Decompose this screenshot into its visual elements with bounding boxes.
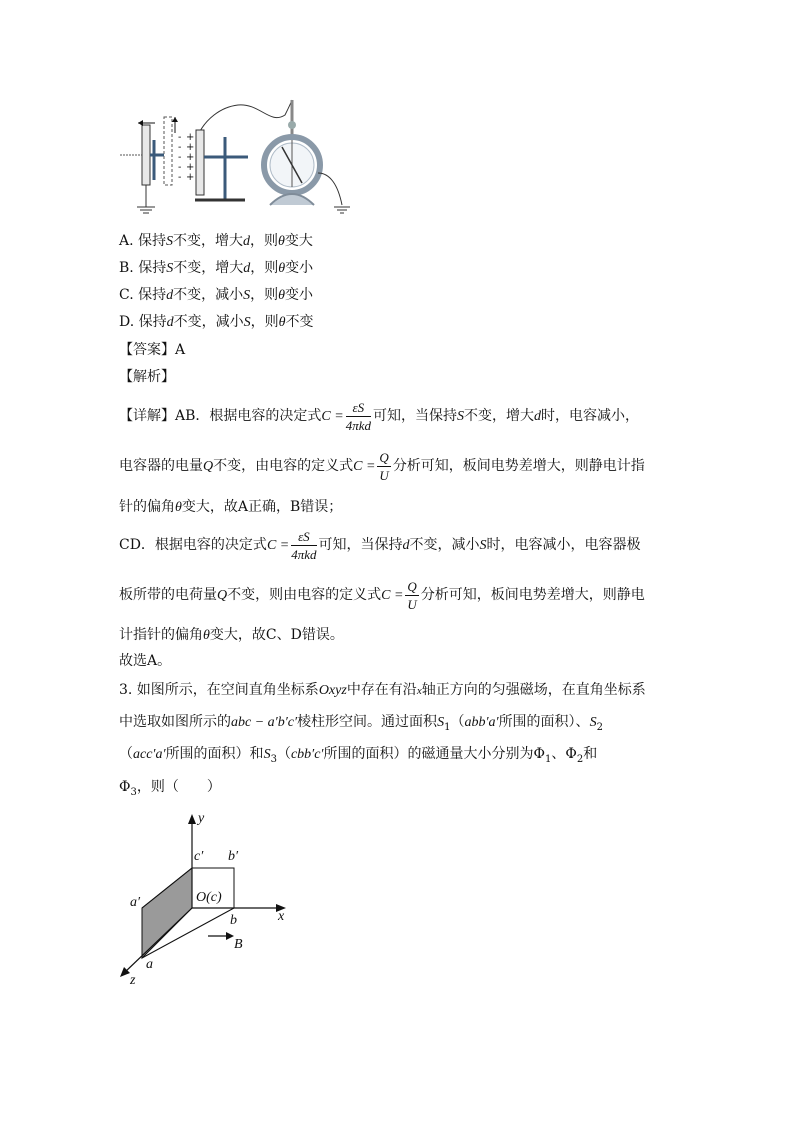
electroscope — [264, 100, 320, 205]
label-x: x — [278, 909, 285, 924]
detail-line-4: CD．根据电容的决定式C = $\frac{\varepsilon S}{\text{4πkd}}$ 可知，当保持d不变，减小S时，电容减小，电容器极 — [119, 528, 641, 562]
label-c-prime: c′ — [194, 849, 204, 864]
svg-text:+: + — [186, 142, 195, 153]
answer-line: 【答案】A — [119, 342, 186, 358]
detail-line-6: 计指针的偏角θ变大，故C、D错误。 — [119, 627, 344, 643]
label-z: z — [130, 973, 136, 988]
svg-text:-: - — [178, 132, 182, 143]
svg-text:+: + — [186, 162, 195, 173]
q3-line-4: $\Phi_3$，则（ ） — [119, 779, 221, 798]
capacitor-electroscope-figure — [120, 95, 360, 220]
definition-formula: $\frac{Q}{U}$ — [379, 449, 389, 483]
minus-signs — [178, 132, 181, 183]
detail-line-2: 电容器的电量Q不变，由电容的定义式C = $\frac{Q}{U}$ 分析可知，板间电势差增大，则静电计指 — [119, 449, 645, 483]
label-B: B — [234, 937, 243, 952]
detail-line-3: 针的偏角θ变大，故A正确，B错误； — [119, 499, 343, 515]
label-b-prime: b′ — [228, 849, 239, 864]
prism-coordinate-figure — [110, 808, 310, 993]
label-o-c: O(c) — [196, 890, 222, 905]
svg-text:-: - — [178, 162, 182, 173]
q3-line-3: （acc′a′所围的面积）和$S_3(cbb'c'$所围的面积）的磁通量大小分别为$\Phi_1$、$\Phi_2$和 — [119, 746, 598, 765]
left-plate-dashed — [164, 117, 172, 185]
label-a-prime: a′ — [130, 895, 141, 910]
option-a: A. 保持S不变，增大d，则θ变大 — [119, 233, 313, 249]
label-y: y — [198, 811, 205, 826]
q3-line-2: 中选取如图所示的abc − a′b′c′棱柱形空间。通过面积$S_1(abb'a'$所围的面积）、$S_2$ — [119, 714, 603, 733]
analysis-tag: 【解析】 — [119, 369, 175, 385]
label-b: b — [230, 913, 237, 928]
svg-text:+: + — [186, 172, 195, 183]
detail-line-1: 【详解】AB．根据电容的决定式C = $\frac{\varepsilon S}{\text{4πkd}}$ 可知，当保持S不变，增大d时，电容减小， — [119, 399, 639, 433]
label-a: a — [146, 957, 153, 972]
conclusion: 故选A。 — [119, 653, 172, 669]
q3-line-1: 3. 如图所示，在空间直角坐标系Oxyz中存在有沿x轴正方向的匀强磁场，在直角坐标系 — [119, 682, 646, 698]
svg-text:-: - — [178, 172, 182, 183]
svg-text:+: + — [186, 132, 195, 143]
svg-text:-: - — [178, 152, 182, 163]
detail-line-5: 板所带的电荷量Q不变，则由电容的定义式C = $\frac{Q}{U}$ 分析可知，板间电势差增大，则静电 — [119, 578, 645, 612]
option-d: D. 保持d不变，减小S，则θ不变 — [119, 314, 314, 330]
svg-text:-: - — [178, 142, 182, 153]
left-plate — [142, 125, 150, 185]
option-b: B. 保持S不变，增大d，则θ变小 — [119, 260, 314, 276]
right-plate — [196, 130, 204, 195]
svg-text:+: + — [186, 152, 195, 163]
capacitance-formula: $\frac{\varepsilon S}{\text{4πkd}}$ — [345, 399, 371, 433]
connecting-wire — [198, 100, 292, 135]
option-c: C. 保持d不变，减小S，则θ变小 — [119, 287, 314, 303]
plus-signs — [186, 132, 194, 183]
